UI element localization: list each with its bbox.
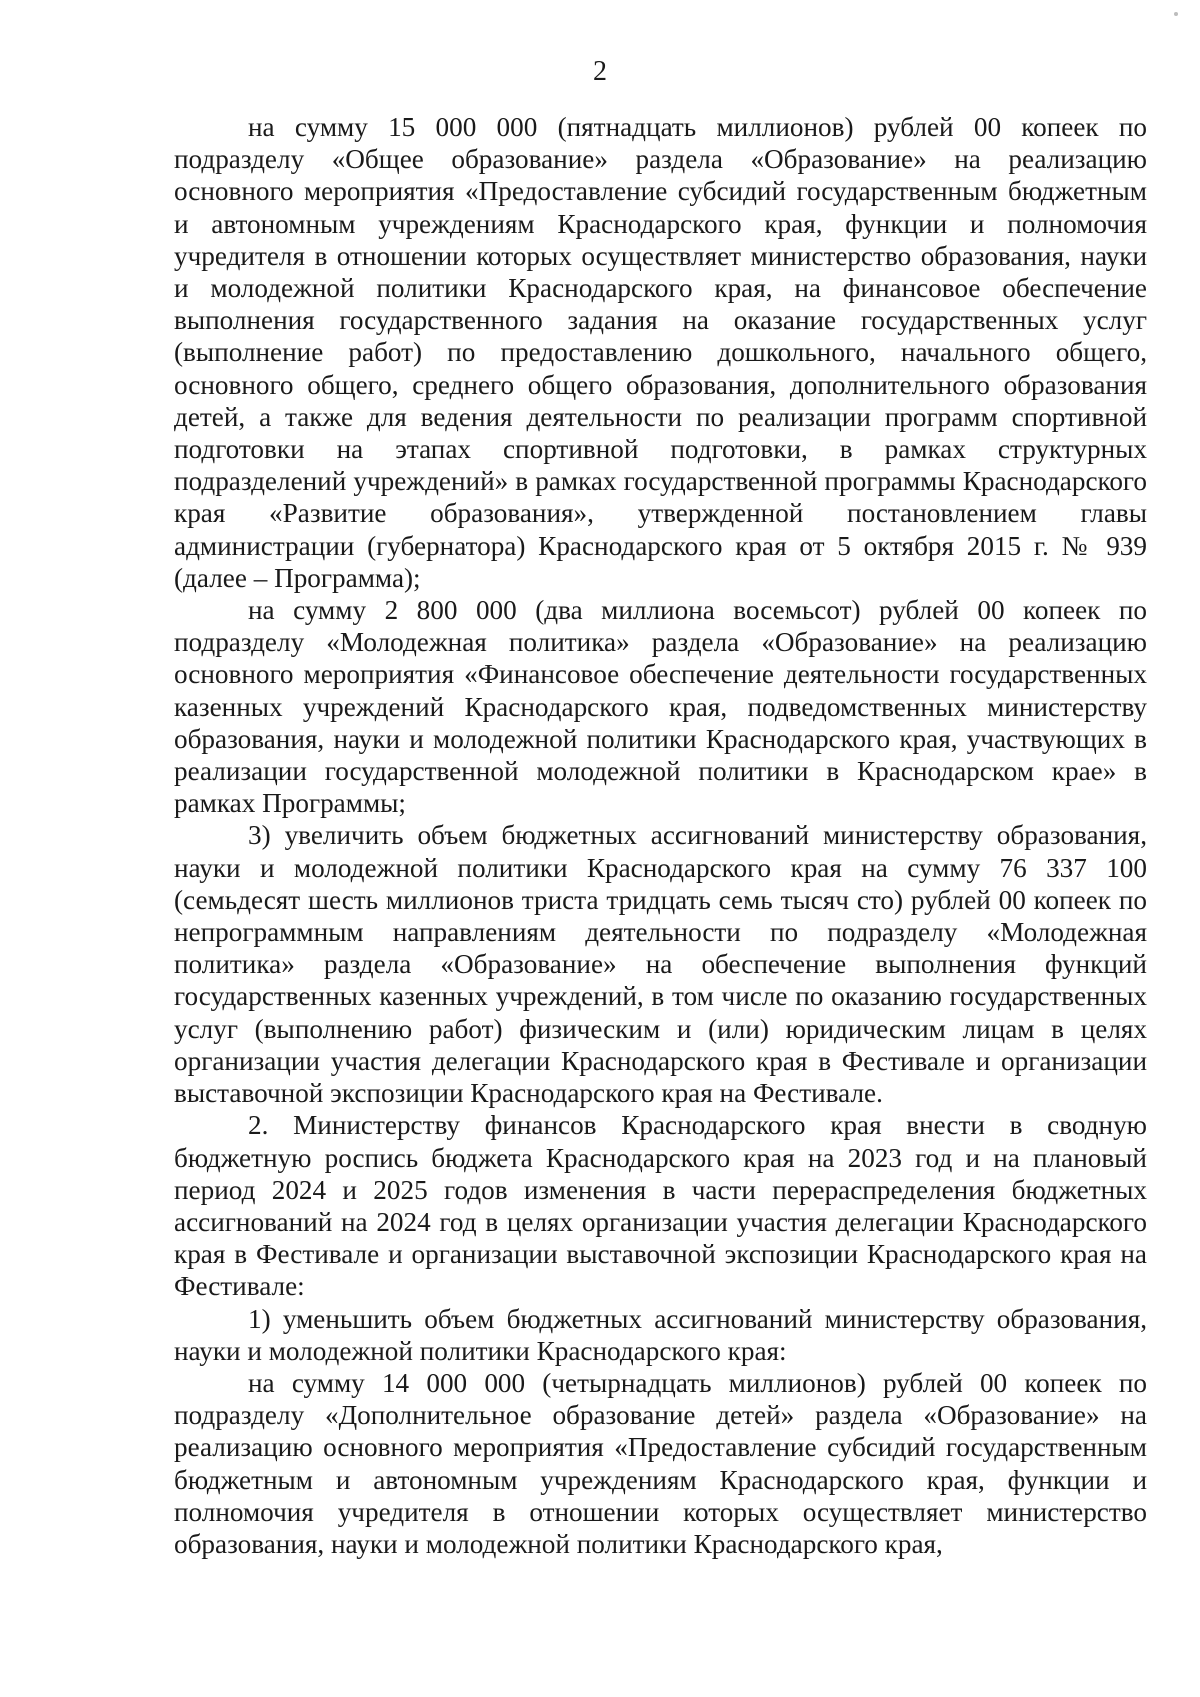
document-body xyxy=(174,111,1147,1560)
scan-speck xyxy=(1174,12,1178,16)
paragraph-general-education-amount: на сумму 15 000 000 (пятнадцать миллионов) рублей 00 копеек по подразделу «Общее образование» раздела «Образование» на реализацию основного мероприятия «Предоставление субсидий государственным бюджетным и автономным учреждениям Краснодарского края, функции и полномочия учредителя в отношении которых осуществляет министерство образования, науки и молодежной политики Краснодарского края, на финансовое обеспечение выполнения государственного задания на оказание государственных услуг (выполнение работ) по предоставлению дошкольного, начального общего, основного общего, среднего общего образования, дополнительного образования детей, а также для ведения деятельности по реализации программ спортивной подготовки на этапах спортивной подготовки, в рамках структурных подразделений учреждений» в рамках государственной программы Краснодарского края «Развитие образования», утвержденной постановлением главы администрации (губернатора) Краснодарского края от 5 октября 2015 г. № 939 (далее – Программа); xyxy=(174,112,1147,593)
paragraph-ministry-of-finance: 2. Министерству финансов Краснодарского края внести в сводную бюджетную роспись бюджета Краснодарского края на 2023 год и на плановый период 2024 и 2025 годов изменения в части перераспределения бюджетных ассигнований на 2024 год в целях организации участия делегации Краснодарского края в Фестивале и организации выставочной экспозиции Краснодарского края на Фестивале: xyxy=(174,1110,1147,1302)
page-number: 2 xyxy=(593,56,607,87)
paragraph-youth-policy-amount: на сумму 2 800 000 (два миллиона восемьсот) рублей 00 копеек по подразделу «Молодежная политика» раздела «Образование» на реализацию основного мероприятия «Финансовое обеспечение деятельности государственных казенных учреждений Краснодарского края, подведомственных министерству образования, науки и молодежной политики Краснодарского края, участвующих в реализации государственной молодежной политики в Краснодарском крае» в рамках Программы; xyxy=(174,595,1147,819)
paragraph-increase-allocations: 3) увеличить объем бюджетных ассигнований министерству образования, науки и молодежной политики Краснодарского края на сумму 76 337 100 (семьдесят шесть миллионов триста тридцать семь тысяч сто) рублей 00 копеек по непрограммным направлениям деятельности по подразделу «Молодежная политика» раздела «Образование» на обеспечение выполнения функций государственных казенных учреждений, в том числе по оказанию государственных услуг (выполнению работ) физическим и (или) юридическим лицам в целях организации участия делегации Краснодарского края в Фестивале и организации выставочной экспозиции Краснодарского края на Фестивале. xyxy=(174,820,1147,1109)
paragraph-additional-education-amount: на сумму 14 000 000 (четырнадцать миллионов) рублей 00 копеек по подразделу «Дополнительное образование детей» раздела «Образование» на реализацию основного мероприятия «Предоставление субсидий государственным бюджетным и автономным учреждениям Краснодарского края, функции и полномочия учредителя в отношении которых осуществляет министерство образования, науки и молодежной политики Краснодарского края, xyxy=(174,1367,1147,1559)
paragraph-reduce-allocations: 1) уменьшить объем бюджетных ассигнований министерству образования, науки и молодежной политики Краснодарского края: xyxy=(174,1303,1147,1366)
